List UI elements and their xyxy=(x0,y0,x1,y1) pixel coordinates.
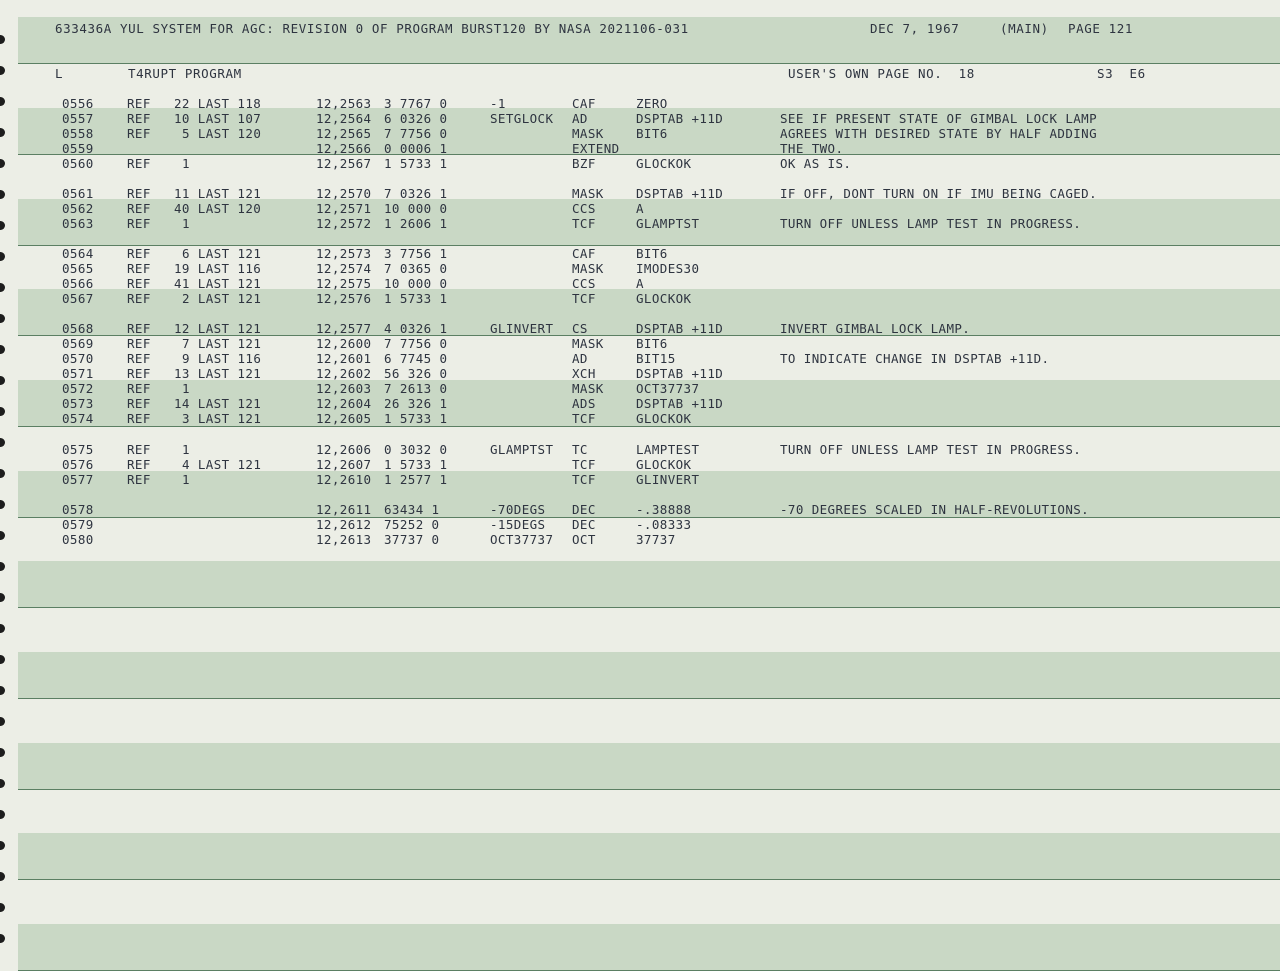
line-number: 0567 xyxy=(62,291,94,306)
operand: DSPTAB +11D xyxy=(636,111,724,126)
line-number: 0574 xyxy=(62,411,94,426)
opcode: BZF xyxy=(572,156,596,171)
operand: DSPTAB +11D xyxy=(636,396,724,411)
octal-value: 1 2606 1 xyxy=(384,216,448,231)
octal-value: 75252 0 xyxy=(384,517,440,532)
address: 12,2575 xyxy=(316,276,372,291)
ref-info: 5 LAST 120 xyxy=(182,126,262,141)
opcode: XCH xyxy=(572,366,596,381)
line-number: 0577 xyxy=(62,472,94,487)
ref-marker: REF xyxy=(127,261,151,276)
comment: THE TWO. xyxy=(780,141,844,156)
comment: SEE IF PRESENT STATE OF GIMBAL LOCK LAMP xyxy=(780,111,1098,126)
ref-info: 1 xyxy=(182,381,190,396)
address: 12,2563 xyxy=(316,96,372,111)
green-band xyxy=(18,561,1280,608)
line-number: 0558 xyxy=(62,126,94,141)
line-number: 0560 xyxy=(62,156,94,171)
ref-info: 1 xyxy=(182,156,190,171)
opcode: EXTEND xyxy=(572,141,620,156)
comment: TURN OFF UNLESS LAMP TEST IN PROGRESS. xyxy=(780,442,1082,457)
ref-info: 12 LAST 121 xyxy=(174,321,262,336)
listing-title: 633436A YUL SYSTEM FOR AGC: REVISION 0 OF PROGRAM BURST120 BY NASA 2021106-031 xyxy=(55,21,689,36)
listing-build: (MAIN) xyxy=(1000,21,1049,36)
line-number: 0556 xyxy=(62,96,94,111)
opcode: TCF xyxy=(572,472,596,487)
code-line xyxy=(0,472,1280,487)
code-line xyxy=(0,111,1280,126)
feed-hole xyxy=(0,686,5,695)
feed-hole xyxy=(0,562,5,571)
opcode: CCS xyxy=(572,201,596,216)
address: 12,2566 xyxy=(316,141,372,156)
code-line xyxy=(0,96,1280,111)
operand: DSPTAB +11D xyxy=(636,321,724,336)
address: 12,2605 xyxy=(316,411,372,426)
ref-marker: REF xyxy=(127,336,151,351)
code-line xyxy=(0,216,1280,231)
ref-marker: REF xyxy=(127,457,151,472)
code-line xyxy=(0,246,1280,261)
operand: 37737 xyxy=(636,532,676,547)
operand: ZERO xyxy=(636,96,668,111)
octal-value: 1 5733 1 xyxy=(384,457,448,472)
address: 12,2574 xyxy=(316,261,372,276)
label: -1 xyxy=(490,96,506,111)
ref-info: 1 xyxy=(182,216,190,231)
octal-value: 63434 1 xyxy=(384,502,440,517)
line-number: 0557 xyxy=(62,111,94,126)
octal-value: 37737 0 xyxy=(384,532,440,547)
octal-value: 1 5733 1 xyxy=(384,291,448,306)
octal-value: 3 7767 0 xyxy=(384,96,448,111)
operand: GLOCKOK xyxy=(636,156,692,171)
octal-value: 0 3032 0 xyxy=(384,442,448,457)
comment: AGREES WITH DESIRED STATE BY HALF ADDING xyxy=(780,126,1098,141)
code-line xyxy=(0,261,1280,276)
feed-hole xyxy=(0,872,5,881)
ref-marker: REF xyxy=(127,472,151,487)
line-number: 0563 xyxy=(62,216,94,231)
feed-hole xyxy=(0,748,5,757)
address: 12,2607 xyxy=(316,457,372,472)
code-line xyxy=(0,502,1280,517)
opcode: CAF xyxy=(572,96,596,111)
feed-hole xyxy=(0,903,5,912)
comment: TURN OFF UNLESS LAMP TEST IN PROGRESS. xyxy=(780,216,1082,231)
comment: INVERT GIMBAL LOCK LAMP. xyxy=(780,321,971,336)
listing-date: DEC 7, 1967 xyxy=(870,21,960,36)
ref-info: 2 LAST 121 xyxy=(182,291,262,306)
octal-value: 6 7745 0 xyxy=(384,351,448,366)
ref-marker: REF xyxy=(127,411,151,426)
green-band xyxy=(18,743,1280,790)
ref-marker: REF xyxy=(127,96,151,111)
line-number: 0575 xyxy=(62,442,94,457)
section-title: T4RUPT PROGRAM xyxy=(128,66,242,81)
address: 12,2564 xyxy=(316,111,372,126)
octal-value: 10 000 0 xyxy=(384,201,448,216)
operand: BIT6 xyxy=(636,246,668,261)
opcode: MASK xyxy=(572,126,604,141)
feed-hole xyxy=(0,655,5,664)
opcode: TC xyxy=(572,442,588,457)
address: 12,2571 xyxy=(316,201,372,216)
opcode: AD xyxy=(572,111,588,126)
octal-value: 4 0326 1 xyxy=(384,321,448,336)
octal-value: 7 0365 0 xyxy=(384,261,448,276)
ref-info: 3 LAST 121 xyxy=(182,411,262,426)
ref-marker: REF xyxy=(127,291,151,306)
label: SETGLOCK xyxy=(490,111,554,126)
opcode: TCF xyxy=(572,291,596,306)
opcode: CCS xyxy=(572,276,596,291)
address: 12,2610 xyxy=(316,472,372,487)
operand: GLOCKOK xyxy=(636,457,692,472)
ref-marker: REF xyxy=(127,126,151,141)
address: 12,2576 xyxy=(316,291,372,306)
opcode: DEC xyxy=(572,517,596,532)
opcode: TCF xyxy=(572,216,596,231)
opcode: CAF xyxy=(572,246,596,261)
user-page-number: USER'S OWN PAGE NO. 18 xyxy=(788,66,975,81)
green-band xyxy=(18,652,1280,699)
comment: IF OFF, DONT TURN ON IF IMU BEING CAGED. xyxy=(780,186,1098,201)
code-line xyxy=(0,411,1280,426)
address: 12,2565 xyxy=(316,126,372,141)
address: 12,2601 xyxy=(316,351,372,366)
ref-marker: REF xyxy=(127,321,151,336)
octal-value: 56 326 0 xyxy=(384,366,448,381)
line-number: 0571 xyxy=(62,366,94,381)
ref-info: 22 LAST 118 xyxy=(174,96,262,111)
code-line xyxy=(0,336,1280,351)
comment: OK AS IS. xyxy=(780,156,852,171)
ref-marker: REF xyxy=(127,351,151,366)
line-number: 0561 xyxy=(62,186,94,201)
line-number: 0578 xyxy=(62,502,94,517)
ref-info: 13 LAST 121 xyxy=(174,366,262,381)
feed-hole xyxy=(0,779,5,788)
opcode: OCT xyxy=(572,532,596,547)
ref-info: 40 LAST 120 xyxy=(174,201,262,216)
address: 12,2604 xyxy=(316,396,372,411)
opcode: DEC xyxy=(572,502,596,517)
opcode: MASK xyxy=(572,381,604,396)
address: 12,2611 xyxy=(316,502,372,517)
operand: GLOCKOK xyxy=(636,291,692,306)
ref-marker: REF xyxy=(127,186,151,201)
comment: -70 DEGREES SCALED IN HALF-REVOLUTIONS. xyxy=(780,502,1090,517)
code-line xyxy=(0,532,1280,547)
comment: TO INDICATE CHANGE IN DSPTAB +11D. xyxy=(780,351,1050,366)
octal-value: 10 000 0 xyxy=(384,276,448,291)
address: 12,2573 xyxy=(316,246,372,261)
code-line xyxy=(0,351,1280,366)
ref-marker: REF xyxy=(127,111,151,126)
ref-marker: REF xyxy=(127,216,151,231)
octal-value: 0 0006 1 xyxy=(384,141,448,156)
operand: GLINVERT xyxy=(636,472,700,487)
octal-value: 1 5733 1 xyxy=(384,156,448,171)
code-line xyxy=(0,141,1280,156)
ref-info: 7 LAST 121 xyxy=(182,336,262,351)
line-number: 0572 xyxy=(62,381,94,396)
code-line xyxy=(0,201,1280,216)
code-line xyxy=(0,291,1280,306)
operand: BIT6 xyxy=(636,336,668,351)
line-number: 0559 xyxy=(62,141,94,156)
feed-hole xyxy=(0,593,5,602)
address: 12,2602 xyxy=(316,366,372,381)
line-number: 0573 xyxy=(62,396,94,411)
ref-info: 9 LAST 116 xyxy=(182,351,262,366)
code-line xyxy=(0,186,1280,201)
code-line xyxy=(0,457,1280,472)
operand: A xyxy=(636,276,644,291)
opcode: AD xyxy=(572,351,588,366)
operand: A xyxy=(636,201,644,216)
octal-value: 26 326 1 xyxy=(384,396,448,411)
operand: GLAMPTST xyxy=(636,216,700,231)
operand: IMODES30 xyxy=(636,261,700,276)
octal-value: 7 7756 0 xyxy=(384,126,448,141)
line-number: 0576 xyxy=(62,457,94,472)
feed-hole xyxy=(0,934,5,943)
feed-hole xyxy=(0,717,5,726)
listing-page-number: PAGE 121 xyxy=(1068,21,1134,36)
ref-marker: REF xyxy=(127,366,151,381)
line-number: 0566 xyxy=(62,276,94,291)
subheader-left: L xyxy=(55,66,64,81)
opcode: TCF xyxy=(572,457,596,472)
operand: LAMPTEST xyxy=(636,442,700,457)
label: OCT37737 xyxy=(490,532,554,547)
ref-info: 6 LAST 121 xyxy=(182,246,262,261)
operand: GLOCKOK xyxy=(636,411,692,426)
line-number: 0564 xyxy=(62,246,94,261)
opcode: MASK xyxy=(572,261,604,276)
ref-marker: REF xyxy=(127,201,151,216)
ref-info: 10 LAST 107 xyxy=(174,111,262,126)
label: -70DEGS xyxy=(490,502,546,517)
octal-value: 1 5733 1 xyxy=(384,411,448,426)
line-number: 0562 xyxy=(62,201,94,216)
opcode: CS xyxy=(572,321,588,336)
ref-marker: REF xyxy=(127,396,151,411)
octal-value: 1 2577 1 xyxy=(384,472,448,487)
address: 12,2572 xyxy=(316,216,372,231)
ref-marker: REF xyxy=(127,246,151,261)
ref-marker: REF xyxy=(127,156,151,171)
ref-marker: REF xyxy=(127,442,151,457)
code-line xyxy=(0,517,1280,532)
octal-value: 7 0326 1 xyxy=(384,186,448,201)
ref-marker: REF xyxy=(127,381,151,396)
octal-value: 6 0326 0 xyxy=(384,111,448,126)
operand: DSPTAB +11D xyxy=(636,186,724,201)
label: -15DEGS xyxy=(490,517,546,532)
label: GLAMPTST xyxy=(490,442,554,457)
subheader-code: S3 E6 xyxy=(1097,66,1146,81)
octal-value: 7 7756 0 xyxy=(384,336,448,351)
line-number: 0580 xyxy=(62,532,94,547)
operand: OCT37737 xyxy=(636,381,700,396)
address: 12,2613 xyxy=(316,532,372,547)
line-number: 0568 xyxy=(62,321,94,336)
address: 12,2600 xyxy=(316,336,372,351)
operand: -.08333 xyxy=(636,517,692,532)
label: GLINVERT xyxy=(490,321,554,336)
operand: DSPTAB +11D xyxy=(636,366,724,381)
code-line xyxy=(0,442,1280,457)
operand: BIT6 xyxy=(636,126,668,141)
listing-subheader xyxy=(0,66,1280,81)
address: 12,2612 xyxy=(316,517,372,532)
code-line xyxy=(0,396,1280,411)
opcode: MASK xyxy=(572,186,604,201)
ref-info: 14 LAST 121 xyxy=(174,396,262,411)
line-number: 0569 xyxy=(62,336,94,351)
code-line xyxy=(0,126,1280,141)
opcode: TCF xyxy=(572,411,596,426)
code-line xyxy=(0,381,1280,396)
line-number: 0570 xyxy=(62,351,94,366)
code-line xyxy=(0,276,1280,291)
octal-value: 7 2613 0 xyxy=(384,381,448,396)
operand: BIT15 xyxy=(636,351,676,366)
line-number: 0579 xyxy=(62,517,94,532)
operand: -.38888 xyxy=(636,502,692,517)
listing-header xyxy=(0,21,1280,36)
ref-info: 1 xyxy=(182,442,190,457)
address: 12,2577 xyxy=(316,321,372,336)
ref-info: 41 LAST 121 xyxy=(174,276,262,291)
ref-info: 11 LAST 121 xyxy=(174,186,262,201)
ref-info: 1 xyxy=(182,472,190,487)
feed-hole xyxy=(0,810,5,819)
code-line xyxy=(0,321,1280,336)
octal-value: 3 7756 1 xyxy=(384,246,448,261)
ref-info: 19 LAST 116 xyxy=(174,261,262,276)
green-band xyxy=(18,833,1280,880)
feed-hole xyxy=(0,841,5,850)
line-number: 0565 xyxy=(62,261,94,276)
feed-hole xyxy=(0,624,5,633)
address: 12,2570 xyxy=(316,186,372,201)
code-line xyxy=(0,366,1280,381)
address: 12,2567 xyxy=(316,156,372,171)
opcode: ADS xyxy=(572,396,596,411)
code-line xyxy=(0,156,1280,171)
address: 12,2606 xyxy=(316,442,372,457)
address: 12,2603 xyxy=(316,381,372,396)
opcode: MASK xyxy=(572,336,604,351)
ref-info: 4 LAST 121 xyxy=(182,457,262,472)
ref-marker: REF xyxy=(127,276,151,291)
